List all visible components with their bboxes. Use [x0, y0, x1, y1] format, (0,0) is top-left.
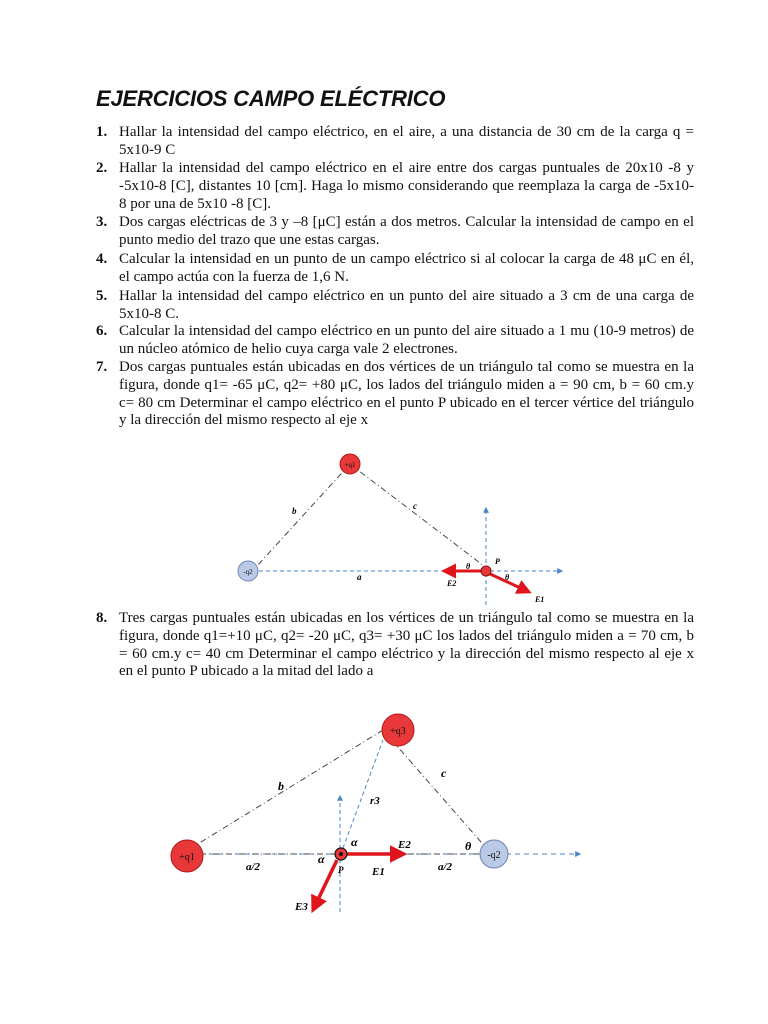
charge-q2-label: -q2: [487, 850, 501, 861]
label-a-half-left: a/2: [246, 861, 261, 873]
side-b-line: [257, 464, 350, 566]
exercise-number: 8.: [96, 610, 108, 626]
side-c-line: [350, 464, 484, 566]
exercise-text: Tres cargas puntuales están ubicadas en los vértices de un triángulo tal como se muestra en la figura, donde q1=+10 μC, q2= -20 μC, q3= +30 μC los lados del triángulo miden a = 70 cm, b = 60 cm.y c= 40 cm Determinar el campo eléctrico y la dirección del mismo respecto al eje x en el punto P ubicado a la mitad del lado a: [119, 610, 694, 680]
label-alpha-left: α: [318, 852, 325, 866]
charge-q3-label: +q3: [390, 726, 406, 737]
exercise-number: 6.: [96, 323, 108, 339]
side-c-line: [383, 730, 488, 850]
e3-arrow: [313, 860, 337, 910]
r3-line: [343, 740, 383, 848]
exercise-number: 5.: [96, 288, 108, 304]
exercise-3: [96, 214, 694, 250]
figure-2-triangle: [160, 700, 600, 930]
exercise-text: Calcular la intensidad del campo eléctrico en un punto del aire situado a 1 mu (10-9 metros) de un núcleo atómico de helio cuya carga vale 2 electrones.: [119, 323, 694, 357]
label-r3: r3: [370, 795, 380, 807]
label-b: b: [292, 506, 297, 516]
page-title: EJERCICIOS CAMPO ELÉCTRICO: [96, 86, 446, 111]
exercise-number: 2.: [96, 160, 108, 176]
label-e1: E1: [535, 595, 545, 604]
exercise-8: [96, 610, 694, 681]
label-p: P: [495, 557, 500, 566]
exercise-number: 4.: [96, 251, 108, 267]
label-a: a: [357, 572, 362, 582]
exercise-number: 7.: [96, 359, 108, 375]
exercise-number: 3.: [96, 214, 108, 230]
label-theta-1: θ: [466, 562, 471, 571]
exercise-number: 1.: [96, 124, 108, 140]
exercise-7: [96, 359, 694, 430]
point-p: [481, 566, 491, 576]
label-e3: E3: [295, 901, 308, 913]
exercise-5: [96, 288, 694, 324]
label-alpha-top: α: [351, 835, 358, 849]
label-e2: E2: [447, 579, 457, 588]
exercise-1: [96, 124, 694, 160]
figure-1-triangle: [200, 440, 570, 610]
label-p: P: [338, 865, 344, 875]
label-b: b: [278, 779, 284, 793]
exercise-text: Calcular la intensidad en un punto de un campo eléctrico si al colocar la carga de 48 μC en él, el campo actúa con la fuerza de 1,6 N.: [119, 251, 694, 285]
label-e1: E1: [372, 866, 385, 878]
exercise-6: [96, 323, 694, 359]
label-theta-2: θ: [505, 573, 510, 582]
exercise-text: Dos cargas puntuales están ubicadas en dos vértices de un triángulo tal como se muestra en la figura, donde q1= -65 μC, q2= +80 μC, los lados del triángulo miden a = 90 cm, b = 60 cm.y c= 80 cm Determinar el campo eléctrico en el punto P ubicado en el tercer vértice del triángulo y la dirección del mismo respecto al eje x: [119, 359, 694, 429]
exercise-text: Hallar la intensidad del campo eléctrico en un punto del aire situado a 3 cm de una carga de 5x10-8 C.: [119, 288, 694, 322]
exercise-text: Dos cargas eléctricas de 3 y –8 [μC] están a dos metros. Calcular la intensidad de campo en el punto medio del trazo que une estas cargas.: [119, 214, 694, 248]
charge-q2-label: -q2: [243, 568, 253, 576]
label-theta: θ: [465, 839, 472, 853]
exercise-text: Hallar la intensidad del campo eléctrico, en el aire, a una distancia de 30 cm de la carga q = 5x10-9 C: [119, 124, 694, 158]
label-a-half-right: a/2: [438, 861, 453, 873]
charge-q1-label: +q1: [179, 852, 195, 863]
charge-q1-label: +q1: [344, 461, 356, 469]
label-c: c: [413, 501, 417, 511]
label-e2: E2: [398, 839, 411, 851]
exercise-text: Hallar la intensidad del campo eléctrico en el aire entre dos cargas puntuales de 20x10 -8 y -5x10-8 [C], distantes 10 [cm]. Haga lo mismo considerando que reemplaza la carga de -5x10-8 por una de 5x10 -8 [C].: [119, 160, 694, 212]
exercise-2: [96, 160, 694, 213]
exercise-4: [96, 251, 694, 287]
label-c: c: [441, 766, 447, 780]
side-b-line: [188, 730, 383, 850]
